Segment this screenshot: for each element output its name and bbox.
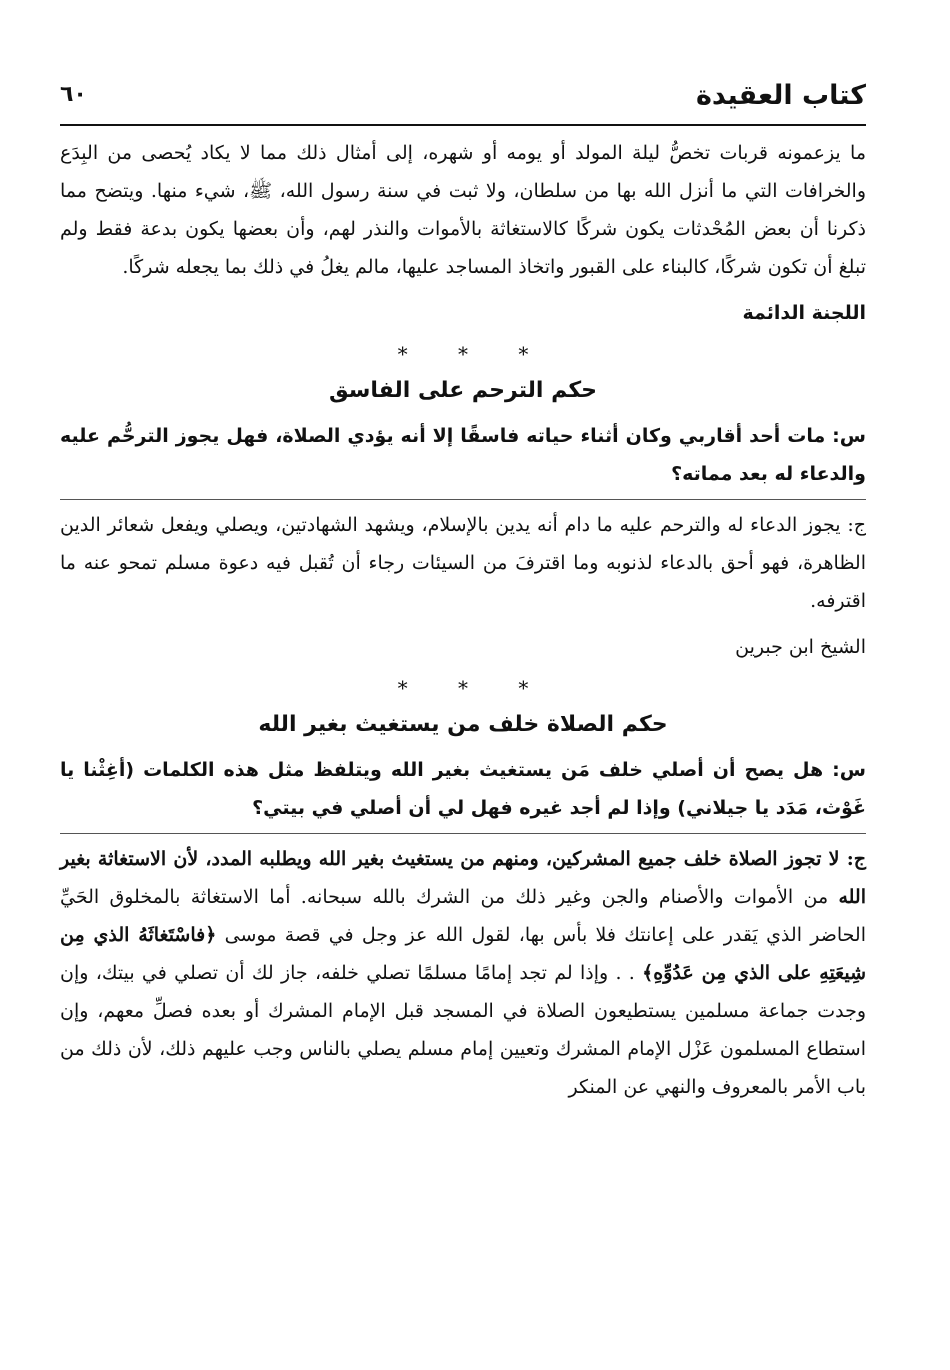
- section-separator: * * *: [397, 342, 551, 366]
- page-number: ٦٠: [60, 82, 87, 107]
- answer-prayer-rest: من الأموات والأصنام والجن وغير ذلك من الشرك بالله سبحانه. أما الاستغاثة بالمخلوق الحَيِّ الحاضر الذي يَقدر على إعانتك فلا بأس بها، لقول الله عز وجل في قصة موسى: [60, 886, 866, 946]
- answer-prayer-end: . . وإذا لم تجد إمامًا مسلمًا تصلي خلفه، جاز لك أن تصلي في بيتك، وإن وجدت جماعة مسلمين يستطيعون الصلاة في المسجد قبل الإمام المشرك أو بعده فصلِّ معهم، وإن استطاع المسلمون عَزْل الإمام المشرك وتعيين إمام مسلم يصلي بالناس وجب عليهم ذلك، لأن ذلك من باب الأمر بالمعروف والنهي عن المنكر: [60, 962, 866, 1098]
- divider: [60, 499, 866, 500]
- signature-ibn-jibrin: الشيخ ابن جبرين: [735, 636, 866, 658]
- book-title: كتاب العقيدة: [695, 80, 866, 111]
- intro-signature: اللجنة الدائمة: [742, 302, 866, 324]
- section-title-fasiq: حكم الترحم على الفاسق: [328, 378, 598, 403]
- quran-quote: ﴿فاسْتَغاثَهُ الذي مِن شِيعَتِهِ على الذي مِن عَدُوِّهِ﴾: [60, 924, 867, 984]
- document-page: [60, 80, 866, 1106]
- intro-paragraph: ما يزعمونه قربات تخصُّ ليلة المولد أو يومه أو شهره، إلى أمثال ذلك مما لا يكاد يُحصى من البِدَع والخرافات التي ما أنزل الله بها من سلطان، ولا ثبت في سنة رسول الله، ﷺ، شيء منها. ويتضح مما ذكرنا أن بعض المُحْدثات يكون شركًا كالاستغاثة بالأموات والنذر لهم، وأن بعضها يكون بدعة فقط ولم تبلغ أن تكون شركًا، كالبناء على القبور واتخاذ المساجد عليها، مالم يغلُ في ذلك بما يجعله شركًا.: [60, 142, 866, 278]
- divider: [60, 833, 866, 834]
- answer-fasiq: ج: يجوز الدعاء له والترحم عليه ما دام أنه يدين بالإسلام، ويشهد الشهادتين، ويصلي ويفعل شعائر الدين الظاهرة، فهو أحق بالدعاء لذنوبه وما اقترفَ من السيئات رجاء أن تُقبل فيه دعوة مسلم تمحو عنه ما اقترفه.: [60, 514, 866, 612]
- answer-prayer-bold: ج: لا تجوز الصلاة خلف جميع المشركين، ومنهم من يستغيث بغير الله ويطلبه المدد، لأن الاستغاثة بغير الله: [60, 848, 866, 908]
- section-title-prayer: حكم الصلاة خلف من يستغيث بغير الله: [258, 712, 668, 737]
- answer-prayer: [60, 840, 866, 1106]
- page-header: [60, 80, 866, 126]
- question-prayer: س: هل يصح أن أصلي خلف مَن يستغيث بغير الله ويتلفظ مثل هذه الكلمات (أغِثْنا يا غَوْث، مَدَد يا جيلاني) وإذا لم أجد غيره فهل لي أن أصلي في بيتي؟: [60, 759, 866, 819]
- question-fasiq: س: مات أحد أقاربي وكان أثناء حياته فاسقًا إلا أنه يؤدي الصلاة، فهل يجوز الترحُّم عليه والدعاء له بعد مماته؟: [60, 425, 866, 485]
- section-separator: * * *: [397, 676, 551, 700]
